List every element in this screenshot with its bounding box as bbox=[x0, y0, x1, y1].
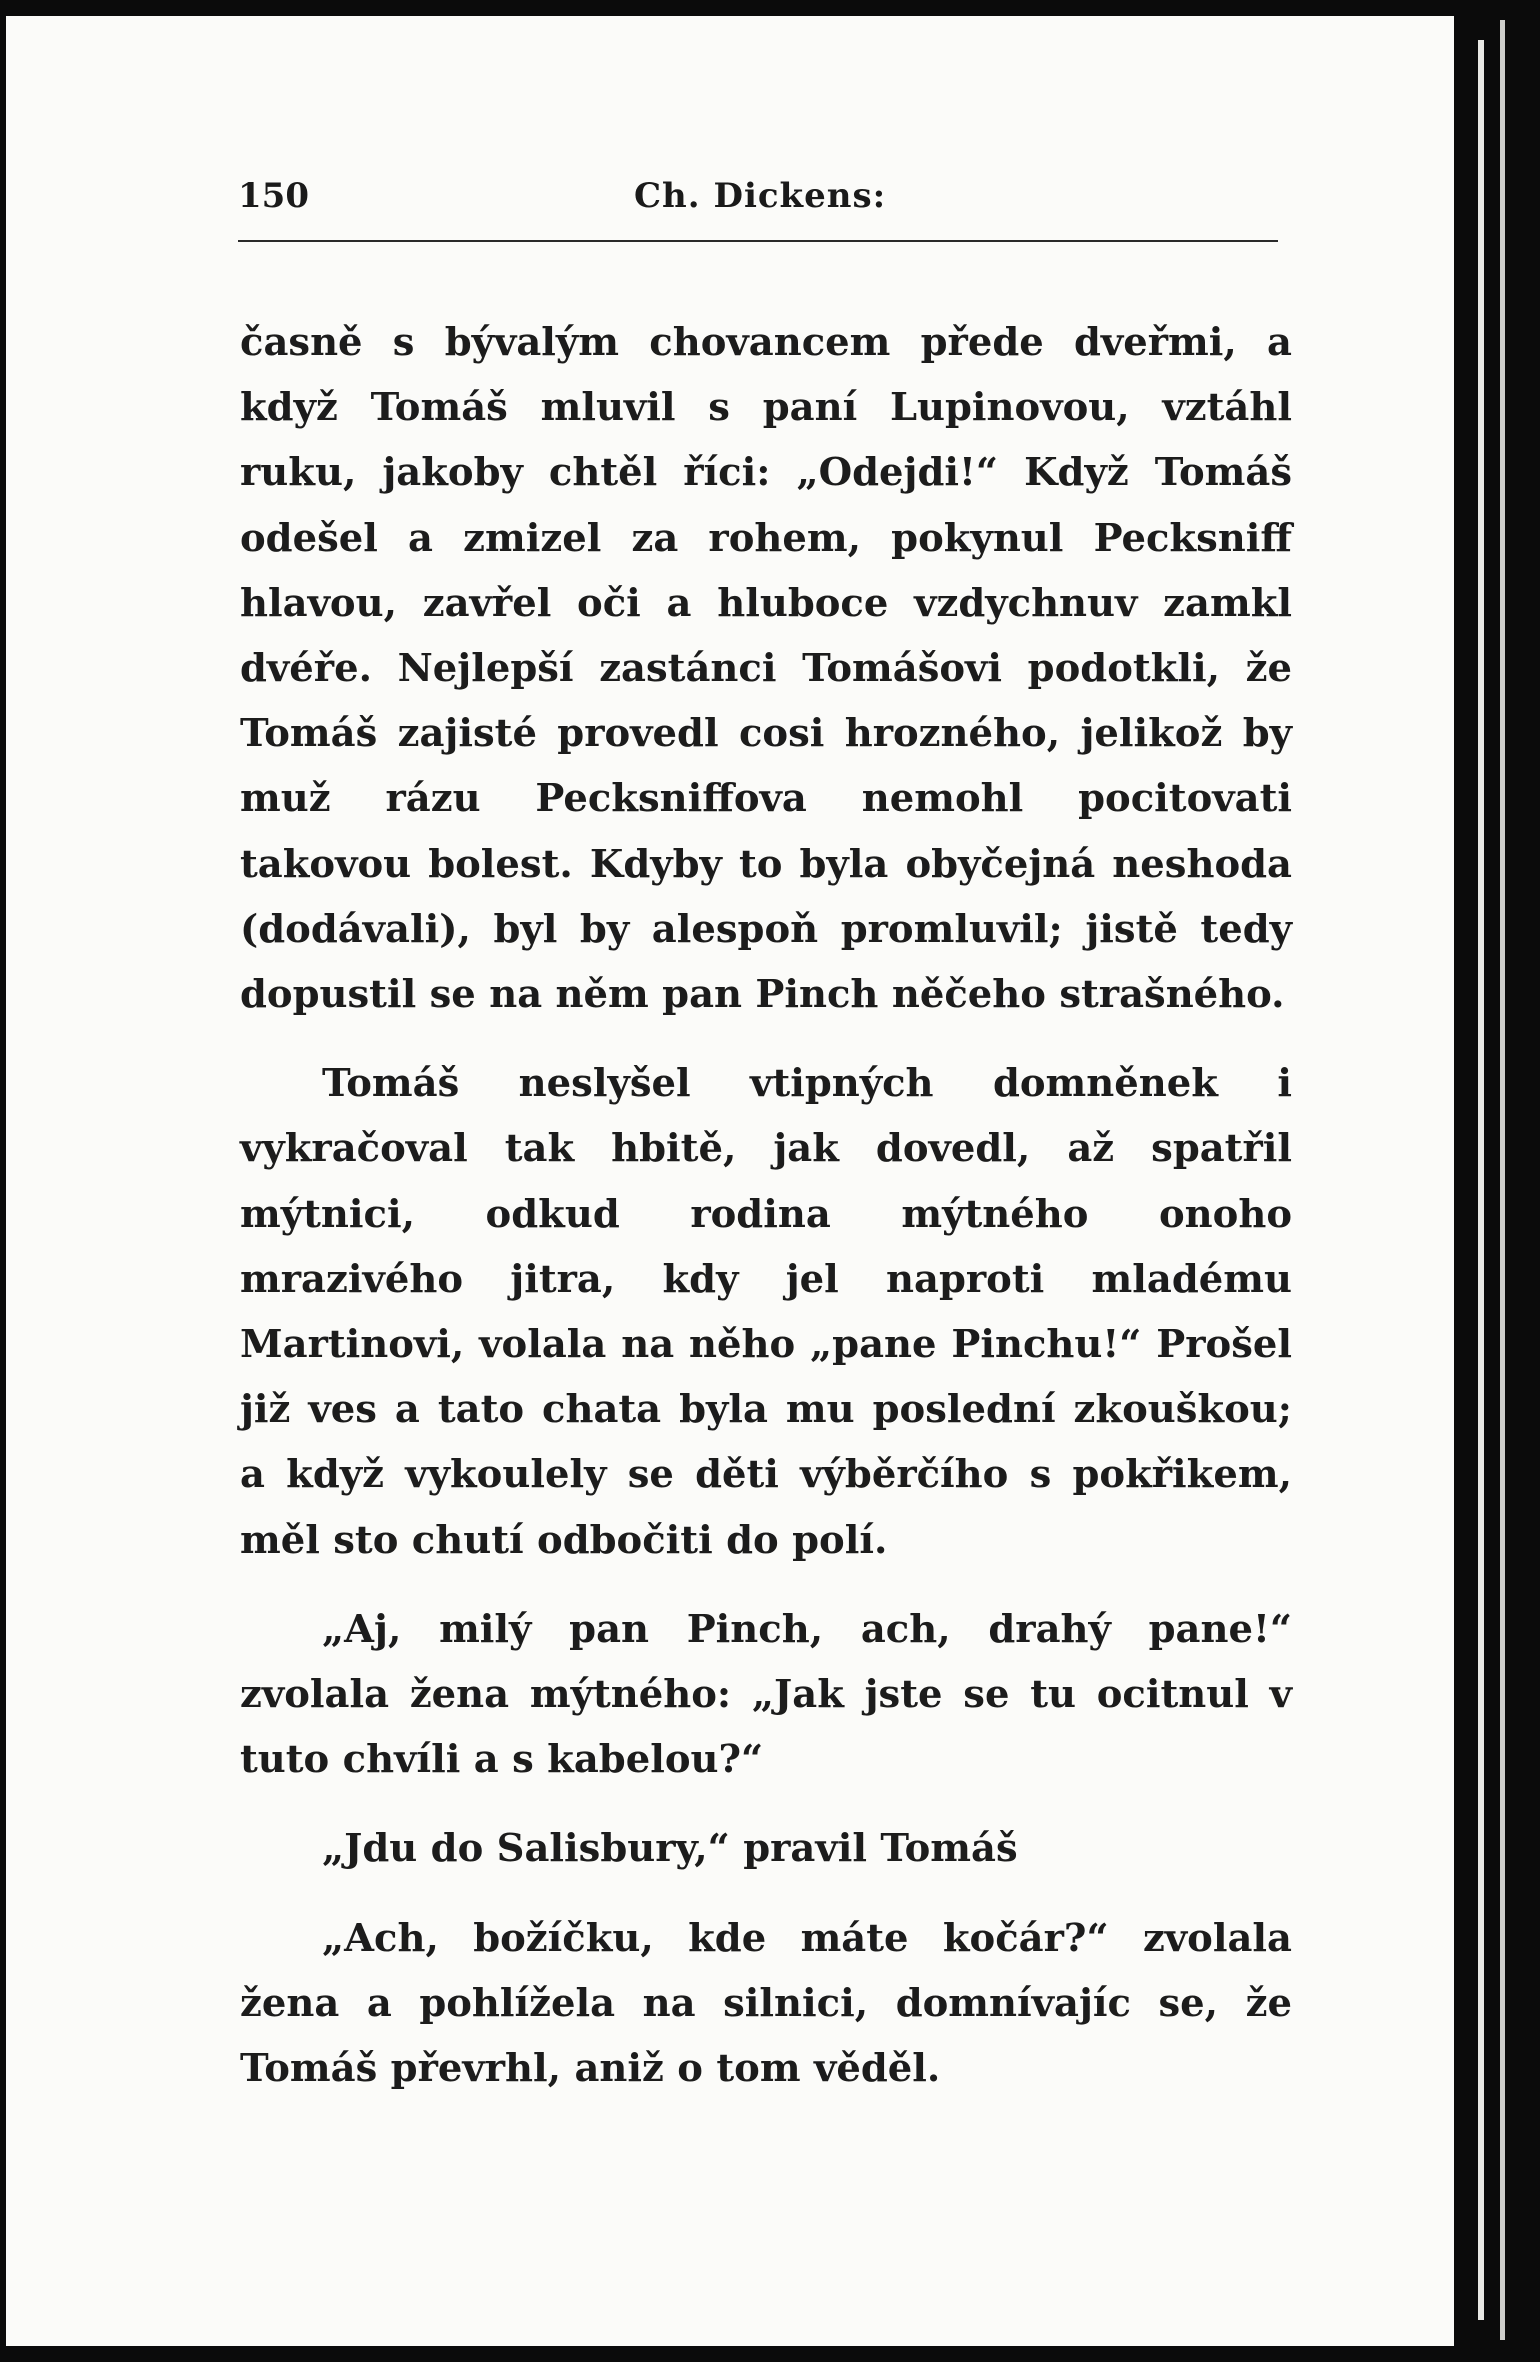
running-header bbox=[238, 176, 1278, 228]
paragraph: „Aj, milý pan Pinch, ach, drahý pane!“ zvolala žena mýtného: „Jak jste se tu ocitnul v tuto chvíli a s kabelou?“ bbox=[240, 1606, 1292, 1783]
paragraph: „Jdu do Salisbury,“ pravil Tomáš bbox=[322, 1826, 1018, 1872]
page-edge-line bbox=[1500, 20, 1505, 2340]
page-number: 150 bbox=[238, 176, 309, 216]
page-edge-line bbox=[1478, 40, 1484, 2320]
paragraph: Tomáš neslyšel vtipných domněnek i vykračoval tak hbitě, jak dovedl, až spatřil mýtnici, odkud rodina mýtného onoho mrazivého jitra, kdy jel naproti mladému Martinovi, volala na něho „pane Pinchu!“ Prošel již ves a tato chata byla mu poslední zkouškou; a když vykoulely se děti výběrčího s pokřikem, měl sto chutí odbočiti do polí. bbox=[240, 1061, 1292, 1563]
paragraph-continuation: časně s bývalým chovancem přede dveřmi, a když Tomáš mluvil s paní Lupinovou, vztáhl ruku, jakoby chtěl říci: „Odejdi!“ Když Tomáš odešel a zmizel za rohem, pokynul Pecksniff hlavou, zavřel oči a hluboce vzdychnuv zamkl dvéře. Nejlepší zastánci Tomášovi podotkli, že Tomáš zajisté provedl cosi hrozného, jelikož by muž rázu Pecksniffova nemohl pocitovati takovou bolest. Kdyby to byla obyčejná neshoda (dodávali), byl by alespoň promluvil; jistě tedy dopustil se na něm pan Pinch něčeho strašného. bbox=[240, 320, 1292, 1018]
running-title: Ch. Dickens: bbox=[634, 176, 887, 216]
body-text bbox=[240, 310, 1292, 2101]
paragraph: „Ach, božíčku, kde máte kočár?“ zvolala žena a pohlížela na silnici, domnívajíc se, že Tomáš převrhl, aniž o tom věděl. bbox=[240, 1915, 1292, 2092]
header-rule bbox=[238, 240, 1278, 242]
